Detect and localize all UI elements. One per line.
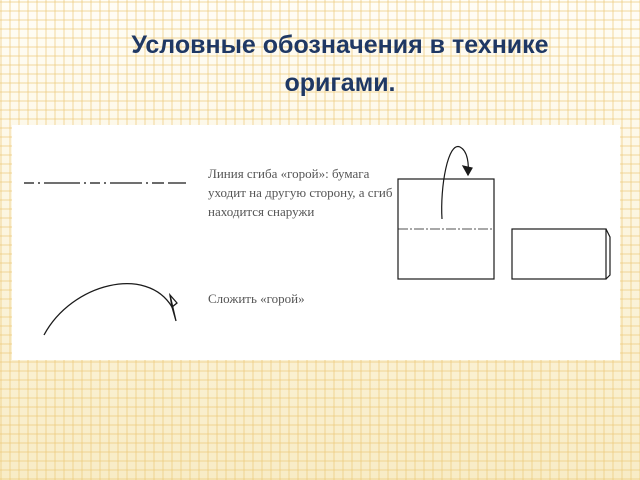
- origami-diagram: [12, 125, 620, 360]
- folded-rectangle-after-diagram: [512, 229, 610, 279]
- folded-square-before-diagram: [398, 146, 494, 279]
- slide-title: [0, 26, 640, 102]
- slide-title-line-2: оригами.: [284, 69, 396, 97]
- fold-mountain-action-label: Сложить «горой»: [208, 291, 305, 306]
- fold-mountain-arrow-icon: [44, 284, 177, 335]
- mountain-fold-line-description: Линия сгиба «горой»: бумага уходит на другую сторону, а сгиб находится снаружи: [208, 166, 393, 219]
- origami-symbols-panel: [12, 125, 620, 360]
- slide-title-line-1: Условные обозначения в технике: [131, 31, 549, 59]
